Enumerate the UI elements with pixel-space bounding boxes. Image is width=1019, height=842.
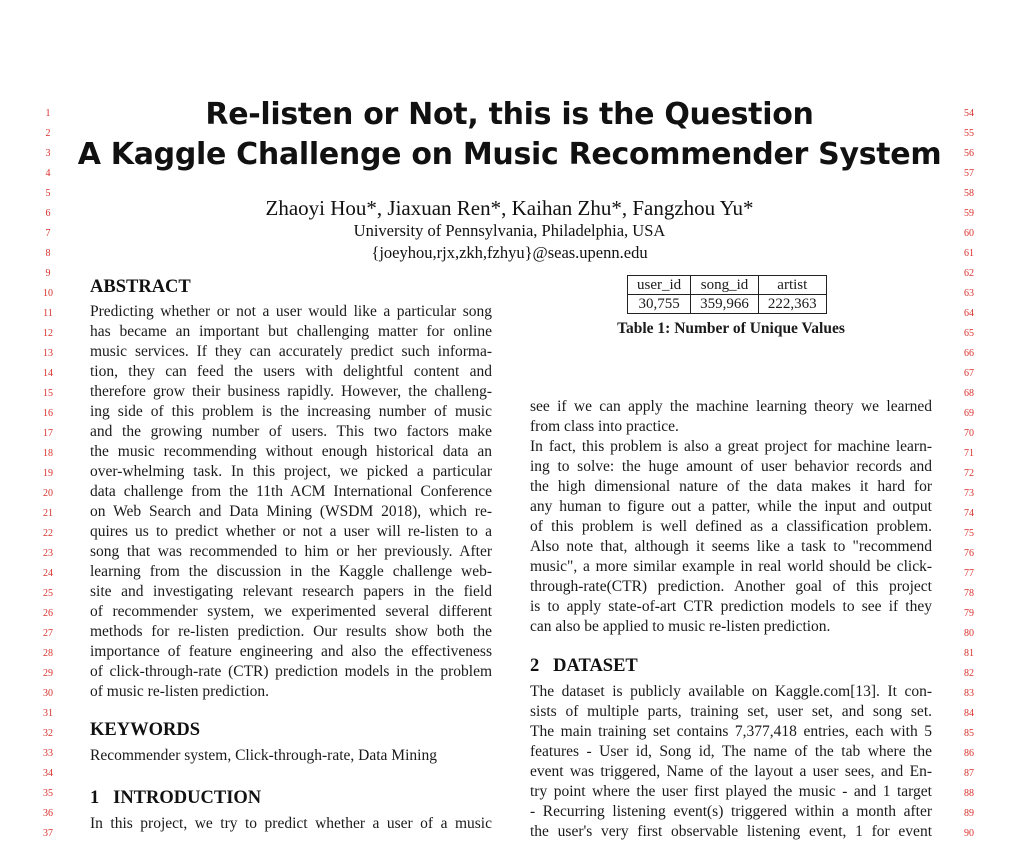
text-line: methods for re-listen prediction. Our results show both the [90, 623, 492, 640]
dataset-body [530, 682, 932, 842]
line-number: 36 [43, 808, 53, 819]
line-number: 24 [43, 568, 53, 579]
line-number: 85 [964, 728, 974, 739]
text-line: of music re-listen prediction. [90, 683, 270, 700]
line-number: 22 [43, 528, 53, 539]
text-line: and the growing number of users. This two factors make [90, 423, 492, 440]
text-line: Also note that, although it seems like a task to "recommend [530, 538, 932, 555]
line-number: 71 [964, 448, 974, 459]
keywords-text: Recommender system, Click-through-rate, Data Mining [90, 747, 437, 764]
line-number: 9 [45, 268, 51, 279]
text-line: features - User id, Song id, The name of the tab where the [530, 743, 932, 760]
line-number: 34 [43, 768, 53, 779]
text-line: In fact, this problem is also a great project for machine learn- [530, 438, 932, 455]
line-number: 68 [964, 388, 974, 399]
text-line: event was triggered, Name of the layout a user sees, and En- [530, 763, 932, 780]
text-line: data challenge from the 11th ACM International Conference [90, 483, 492, 500]
line-number: 79 [964, 608, 974, 619]
text-line: from class into practice. [530, 418, 679, 435]
table-cell: 359,966 [691, 295, 759, 314]
line-number: 65 [964, 328, 974, 339]
line-number: 64 [964, 308, 974, 319]
text-line: the high dimensional nature of the data makes it hard for [530, 478, 932, 495]
text-line: song that was recommended to him or her previously. After [90, 543, 492, 560]
line-number: 30 [43, 688, 53, 699]
line-number: 66 [964, 348, 974, 359]
text-line: see if we can apply the machine learning theory we learned [530, 398, 932, 415]
table-header-cell: song_id [691, 276, 759, 295]
text-line: any human to figure out a patter, while the input and output [530, 498, 932, 515]
line-number: 78 [964, 588, 974, 599]
abstract-body [90, 302, 492, 702]
line-number: 27 [43, 628, 53, 639]
text-line: the music recommending without enough historical data an [90, 443, 492, 460]
line-number: 31 [43, 708, 53, 719]
dataset-heading: 2 DATASET [530, 656, 638, 676]
line-number: 89 [964, 808, 974, 819]
line-number: 58 [964, 188, 974, 199]
text-line: quires us to predict whether or not a user will re-listen to a [90, 523, 492, 540]
line-number: 18 [43, 448, 53, 459]
line-number: 55 [964, 128, 974, 139]
line-number: 63 [964, 288, 974, 299]
line-number: 77 [964, 568, 974, 579]
line-number: 76 [964, 548, 974, 559]
line-number: 16 [43, 408, 53, 419]
line-number: 86 [964, 748, 974, 759]
table-header-row [628, 276, 827, 295]
line-number: 29 [43, 668, 53, 679]
line-number: 28 [43, 648, 53, 659]
text-line: the user's very first observable listening event, 1 for event [530, 823, 932, 840]
text-line: - Recurring listening event(s) triggered within a month after [530, 803, 932, 820]
text-line: of recommender system, we experimented several different [90, 603, 492, 620]
text-line: sists of multiple parts, training set, user set, and song set. [530, 703, 932, 720]
line-number: 19 [43, 468, 53, 479]
text-line: music", a more similar example in real world should be click- [530, 558, 932, 575]
line-number: 70 [964, 428, 974, 439]
text-line: learning from the discussion in the Kaggle challenge web- [90, 563, 492, 580]
line-number: 72 [964, 468, 974, 479]
line-number: 81 [964, 648, 974, 659]
text-line: of click-through-rate (CTR) prediction models in the problem [90, 663, 492, 680]
line-number: 20 [43, 488, 53, 499]
table-cell: 30,755 [628, 295, 691, 314]
line-number: 17 [43, 428, 53, 439]
line-number: 26 [43, 608, 53, 619]
line-number: 15 [43, 388, 53, 399]
text-line: site and investigating relevant research papers in the field [90, 583, 492, 600]
table-caption: Table 1: Number of Unique Values [617, 320, 845, 337]
line-number: 54 [964, 108, 974, 119]
affiliation: University of Pennsylvania, Philadelphia, USA [353, 221, 666, 240]
line-number: 6 [45, 208, 51, 219]
line-number: 88 [964, 788, 974, 799]
line-number: 84 [964, 708, 974, 719]
line-number: 56 [964, 148, 974, 159]
text-line: try point where the user first played the music - and 1 target [530, 783, 932, 800]
line-number: 87 [964, 768, 974, 779]
line-number: 35 [43, 788, 53, 799]
line-number: 3 [45, 148, 51, 159]
text-line: The main training set contains 7,377,418 entries, each with 5 [530, 723, 932, 740]
line-number: 60 [964, 228, 974, 239]
line-number: 83 [964, 688, 974, 699]
line-number: 21 [43, 508, 53, 519]
line-number: 80 [964, 628, 974, 639]
email: {joeyhou,rjx,zkh,fzhyu}@seas.upenn.edu [371, 243, 648, 262]
paper-title-line-1: Re-listen or Not, this is the Question [205, 97, 814, 132]
text-line: is to apply state-of-art CTR prediction models to see if they [530, 598, 932, 615]
line-number: 12 [43, 328, 53, 339]
table-cell: 222,363 [758, 295, 826, 314]
text-line: on Web Search and Data Mining (WSDM 2018), which re- [90, 503, 492, 520]
table-header-cell: user_id [628, 276, 691, 295]
text-line: of this problem is well defined as a classification problem. [530, 518, 932, 535]
line-number: 33 [43, 748, 53, 759]
line-number: 7 [45, 228, 51, 239]
text-line: importance of feature engineering and also the effectiveness [90, 643, 492, 660]
text-line: ing to solve: the huge amount of user behavior records and [530, 458, 932, 475]
line-number: 74 [964, 508, 974, 519]
introduction-body: In this project, we try to predict whether a user of a music [90, 815, 492, 832]
line-number: 82 [964, 668, 974, 679]
right-column-intro [530, 397, 932, 637]
text-line: tion, they can feed the users with delightful content and [90, 363, 492, 380]
line-number: 5 [45, 188, 51, 199]
line-number: 4 [45, 168, 51, 179]
line-number: 23 [43, 548, 53, 559]
text-line: over-whelming task. In this project, we picked a particular [90, 463, 492, 480]
line-number: 57 [964, 168, 974, 179]
abstract-heading: ABSTRACT [90, 277, 191, 297]
keywords-heading: KEYWORDS [90, 720, 200, 740]
text-line: ing side of this problem is the increasing number of music [90, 403, 492, 420]
text-line: music services. If they can accurately predict such informa- [90, 343, 492, 360]
line-number: 75 [964, 528, 974, 539]
line-number: 69 [964, 408, 974, 419]
paper-title-line-2: A Kaggle Challenge on Music Recommender System [77, 137, 942, 172]
text-line: can also be applied to music re-listen prediction. [530, 618, 831, 635]
table-row [628, 295, 827, 314]
line-number: 67 [964, 368, 974, 379]
introduction-heading: 1 INTRODUCTION [90, 788, 262, 808]
text-line: has became an important but challenging matter for online [90, 323, 492, 340]
authors: Zhaoyi Hou*, Jiaxuan Ren*, Kaihan Zhu*, Fangzhou Yu* [265, 196, 754, 220]
line-number: 10 [43, 288, 53, 299]
table-header-cell: artist [758, 276, 826, 295]
line-number: 8 [45, 248, 51, 259]
line-number: 25 [43, 588, 53, 599]
text-line: therefore grow their business rapidly. However, the challeng- [90, 383, 492, 400]
line-number: 61 [964, 248, 974, 259]
text-line: through-rate(CTR) prediction. Another goal of this project [530, 578, 932, 595]
line-number: 73 [964, 488, 974, 499]
line-number: 13 [43, 348, 53, 359]
line-number: 2 [45, 128, 51, 139]
line-number: 1 [45, 108, 51, 119]
line-number: 32 [43, 728, 53, 739]
unique-values-table [627, 275, 827, 314]
text-line: Predicting whether or not a user would like a particular song [90, 303, 492, 320]
line-number: 14 [43, 368, 53, 379]
line-number: 11 [43, 308, 53, 319]
text-line: The dataset is publicly available on Kaggle.com[13]. It con- [530, 683, 932, 700]
line-number: 90 [964, 828, 974, 839]
line-number: 62 [964, 268, 974, 279]
line-number: 37 [43, 828, 53, 839]
line-number: 59 [964, 208, 974, 219]
